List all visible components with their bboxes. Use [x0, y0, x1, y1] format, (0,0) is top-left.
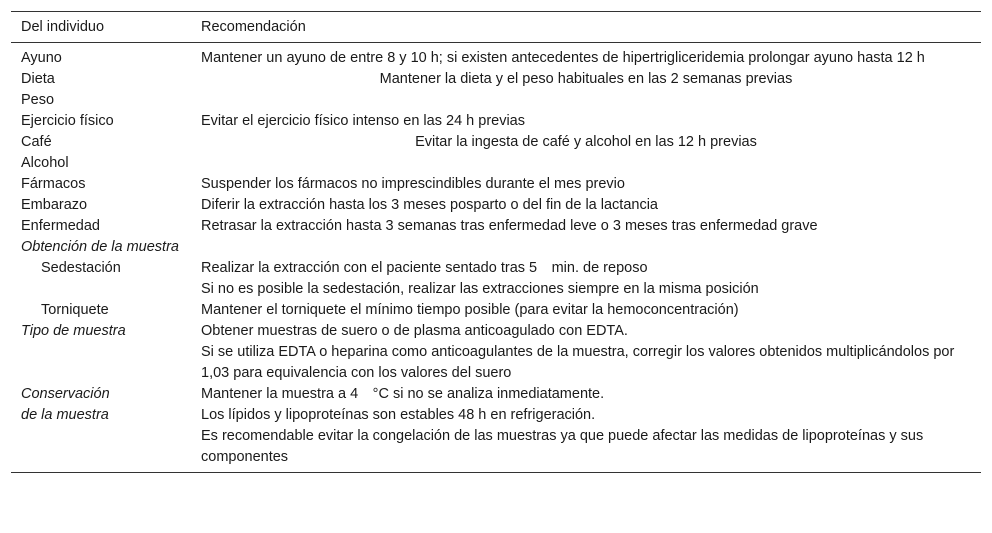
label-cafe: Café	[21, 134, 52, 150]
table-row-torniquete	[11, 300, 981, 321]
row-text	[191, 384, 981, 473]
row-text	[191, 258, 981, 300]
table-row-ejercicio	[11, 111, 981, 132]
table-row-ayuno	[11, 43, 981, 70]
table-row-conservacion	[11, 384, 981, 473]
label-dieta: Dieta	[21, 71, 55, 87]
table-row-sedestacion	[11, 258, 981, 300]
text-line: Los lípidos y lipoproteínas son estables 48 h en refrigeración.	[201, 407, 596, 423]
row-label: Ayuno	[21, 50, 62, 66]
row-label: Embarazo	[21, 197, 88, 213]
text-line: Si no es posible la sedestación, realizar las extracciones siempre en la misma posición	[201, 281, 759, 297]
row-label: Fármacos	[21, 176, 86, 192]
row-label: Sedestación	[41, 260, 121, 276]
table-row-obtencion-section	[11, 237, 981, 258]
row-text: Mantener el torniquete el mínimo tiempo posible (para evitar la hemoconcentración)	[201, 302, 739, 318]
row-label: Tipo de muestra	[21, 323, 126, 339]
row-label: Ejercicio físico	[21, 113, 114, 129]
table-row-farmacos	[11, 174, 981, 195]
row-text: Mantener la dieta y el peso habituales en las 2 semanas previas	[379, 71, 793, 87]
row-text: Evitar el ejercicio físico intenso en las 24 h previas	[201, 113, 525, 129]
table-row-tipo	[11, 321, 981, 384]
row-label: Enfermedad	[21, 218, 100, 234]
text-line: Realizar la extracción con el paciente sentado tras 5 min. de reposo	[201, 260, 648, 276]
table-row-dieta	[11, 69, 981, 111]
text-line: Mantener la muestra a 4 °C si no se analiza inmediatamente.	[201, 386, 605, 402]
row-label	[11, 69, 191, 111]
section-label: Obtención de la muestra	[21, 239, 179, 255]
text-line: Si se utiliza EDTA o heparina como anticoagulantes de la muestra, corregir los valores obtenidos multiplicándolos por 1,03 para equivalencia con los valores del suero	[201, 344, 955, 381]
table-row-embarazo	[11, 195, 981, 216]
table-row-cafe	[11, 132, 981, 174]
row-text: Evitar la ingesta de café y alcohol en las 12 h previas	[415, 134, 757, 150]
row-text: Mantener un ayuno de entre 8 y 10 h; si existen antecedentes de hipertrigliceridemia prolongar ayuno hasta 12 h	[201, 50, 925, 66]
label-alcohol: Alcohol	[21, 155, 69, 171]
text-line: Es recomendable evitar la congelación de las muestras ya que puede afectar las medidas de lipoproteínas y sus componentes	[201, 428, 924, 465]
row-text	[191, 237, 981, 258]
row-text: Retrasar la extracción hasta 3 semanas tras enfermedad leve o 3 meses tras enfermedad grave	[201, 218, 818, 234]
table-row-enfermedad	[11, 216, 981, 237]
header-individual: Del individuo	[11, 12, 191, 43]
label-line: de la muestra	[21, 407, 109, 423]
row-text: Diferir la extracción hasta los 3 meses posparto o del fin de la lactancia	[201, 197, 658, 213]
row-text: Suspender los fármacos no imprescindibles durante el mes previo	[201, 176, 625, 192]
label-line: Conservación	[21, 386, 110, 402]
row-label	[11, 384, 191, 473]
header-recommendation: Recomendación	[191, 12, 981, 43]
table-header-row	[11, 12, 981, 43]
row-label	[11, 132, 191, 174]
label-peso: Peso	[21, 92, 55, 108]
row-label: Torniquete	[41, 302, 109, 318]
recommendations-table	[11, 11, 981, 473]
row-text	[191, 321, 981, 384]
text-line: Obtener muestras de suero o de plasma anticoagulado con EDTA.	[201, 323, 628, 339]
